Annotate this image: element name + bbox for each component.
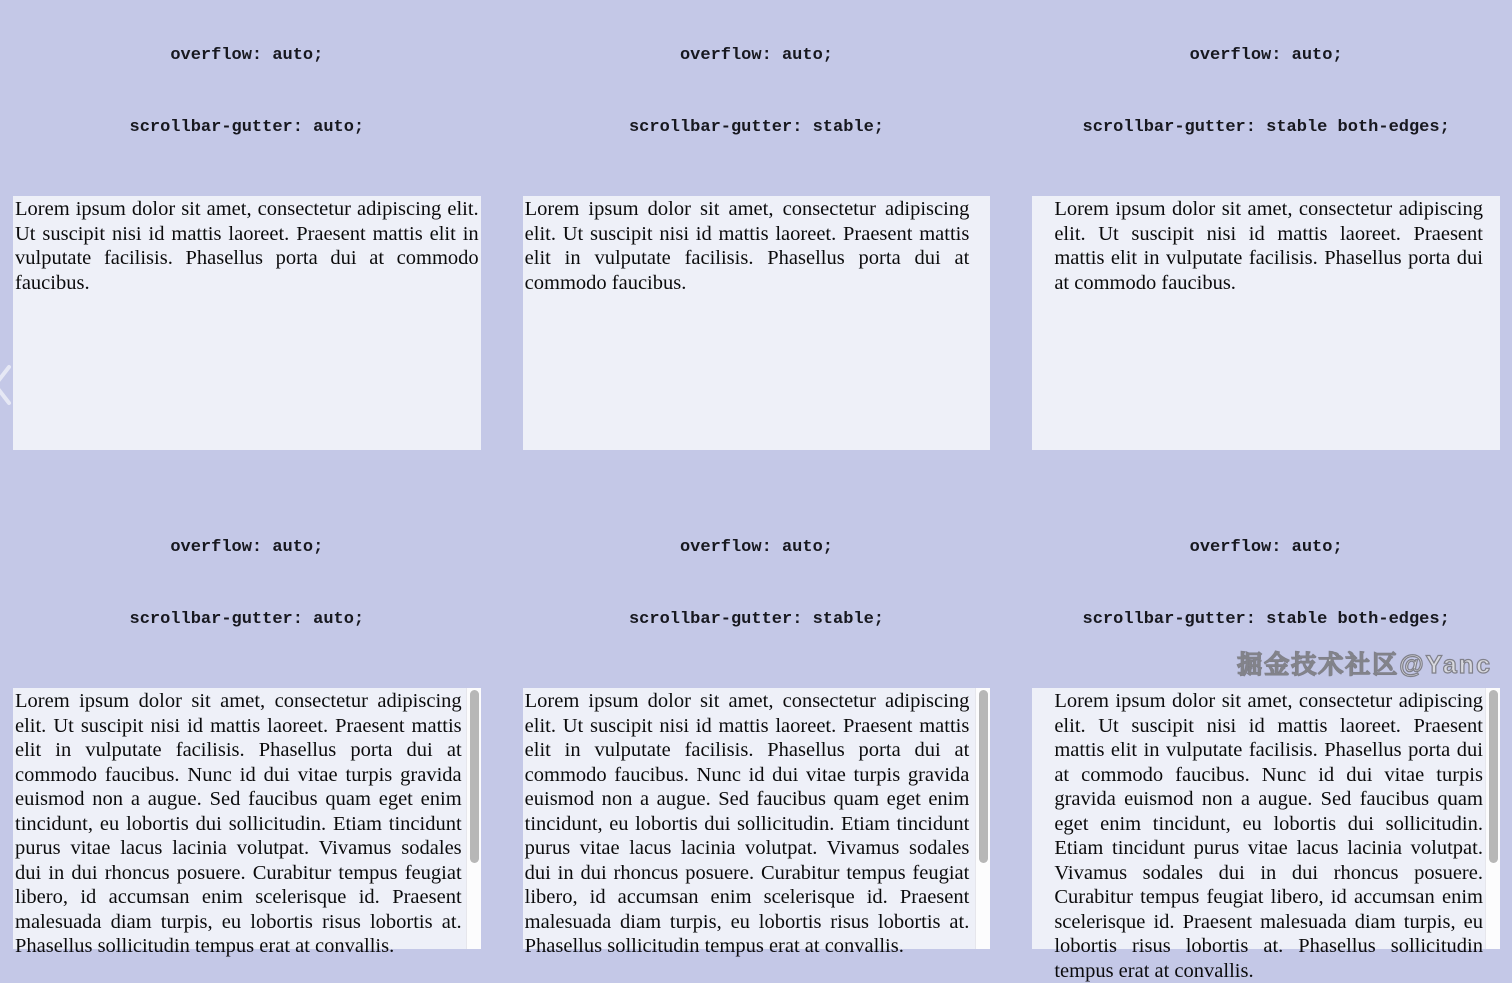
css-label-line-overflow: overflow: auto; [170, 46, 324, 65]
lorem-text: Lorem ipsum dolor sit amet, consectetur adipiscing elit. Ut suscipit nisi id mattis laoreet. Praesent mattis elit in vulputate facilisis. Phasellus porta dui at commodo faucibus. Nunc id dui vitae turpis gravida euismod non a augue. Sed faucibus quam eget enim tincidunt, eu lobortis dui sollicitudin. Etiam tincidunt purus vitae lacus lacinia volutpat. Vivamus sodales dui in dui rhoncus posuere. Curabitur tempus feugiat libero, id accumsan enim scelerisque id. Praesent malesuada diam turpis, eu lobortis risus lobortis at. Phasellus sollicitudin tempus erat at convallis. [524, 690, 970, 957]
demo-cell-stable-long [523, 492, 991, 957]
css-label [523, 0, 991, 188]
scroll-container-both-edges-short [1032, 196, 1500, 450]
demo-cell-both-edges-long [1032, 492, 1500, 982]
scroll-container-auto-short [13, 196, 481, 450]
css-label-line-overflow: overflow: auto; [679, 46, 833, 65]
scroll-container-stable-short [523, 196, 991, 450]
lorem-text: Lorem ipsum dolor sit amet, consectetur adipiscing elit. Ut suscipit nisi id mattis laoreet. Praesent mattis elit in vulputate facilisis. Phasellus porta dui at commodo faucibus. [1054, 198, 1483, 294]
scroll-container-stable-long[interactable] [523, 688, 991, 957]
scrollbar-thumb[interactable] [1489, 690, 1498, 863]
lorem-text: Lorem ipsum dolor sit amet, consectetur adipiscing elit. Ut suscipit nisi id mattis laoreet. Praesent mattis elit in vulputate facilisis. Phasellus porta dui at commodo faucibus. [15, 198, 479, 294]
css-label-line-overflow: overflow: auto; [1189, 46, 1343, 65]
css-label-line-gutter: scrollbar-gutter: stable; [628, 610, 885, 629]
css-label-line-overflow: overflow: auto; [1189, 538, 1343, 557]
css-label [13, 0, 481, 188]
demo-cell-auto-long [13, 492, 481, 957]
vertical-scrollbar[interactable] [975, 688, 990, 949]
watermark: 掘金技术社区@Yanc [1237, 651, 1492, 679]
scrollbar-thumb[interactable] [470, 690, 479, 863]
css-label-line-gutter: scrollbar-gutter: stable; [628, 118, 885, 137]
lorem-text: Lorem ipsum dolor sit amet, consectetur adipiscing elit. Ut suscipit nisi id mattis laoreet. Praesent mattis elit in vulputate facilisis. Phasellus porta dui at commodo faucibus. Nunc id dui vitae turpis gravida euismod non a augue. Sed faucibus quam eget enim tincidunt, eu lobortis dui sollicitudin. Etiam tincidunt purus vitae lacus lacinia volutpat. Vivamus sodales dui in dui rhoncus posuere. Curabitur tempus feugiat libero, id accumsan enim scelerisque id. Praesent malesuada diam turpis, eu lobortis risus lobortis at. Phasellus sollicitudin tempus erat at convallis. [15, 690, 462, 957]
lorem-text: Lorem ipsum dolor sit amet, consectetur adipiscing elit. Ut suscipit nisi id mattis laoreet. Praesent mattis elit in vulputate facilisis. Phasellus porta dui at commodo faucibus. [524, 198, 970, 294]
css-label [1032, 0, 1500, 188]
css-label-line-gutter: scrollbar-gutter: stable both-edges; [1082, 118, 1450, 137]
vertical-scrollbar[interactable] [466, 688, 481, 949]
css-label-line-overflow: overflow: auto; [170, 538, 324, 557]
scrollbar-thumb[interactable] [979, 690, 988, 863]
lorem-text: Lorem ipsum dolor sit amet, consectetur adipiscing elit. Ut suscipit nisi id mattis laoreet. Praesent mattis elit in vulputate facilisis. Phasellus porta dui at commodo faucibus. Nunc id dui vitae turpis gravida euismod non a augue. Sed faucibus quam eget enim tincidunt, eu lobortis dui sollicitudin. Etiam tincidunt purus vitae lacus lacinia volutpat. Vivamus sodales dui in dui rhoncus posuere. Curabitur tempus feugiat libero, id accumsan enim scelerisque id. Praesent malesuada diam turpis, eu lobortis risus lobortis at. Phasellus sollicitudin tempus erat at convallis. [1054, 690, 1483, 982]
demo-cell-auto-short [13, 0, 481, 450]
css-label-line-gutter: scrollbar-gutter: auto; [129, 610, 365, 629]
chevron-left-icon[interactable] [0, 364, 14, 406]
vertical-scrollbar[interactable] [1485, 688, 1500, 949]
demo-cell-stable-short [523, 0, 991, 450]
css-label [523, 488, 991, 680]
css-label-line-overflow: overflow: auto; [679, 538, 833, 557]
scroll-container-auto-long[interactable] [13, 688, 481, 957]
css-label-line-gutter: scrollbar-gutter: stable both-edges; [1082, 610, 1450, 629]
css-label [13, 488, 481, 680]
scroll-container-both-edges-long[interactable] [1032, 688, 1500, 982]
demo-cell-both-edges-short [1032, 0, 1500, 450]
css-label-line-gutter: scrollbar-gutter: auto; [129, 118, 365, 137]
